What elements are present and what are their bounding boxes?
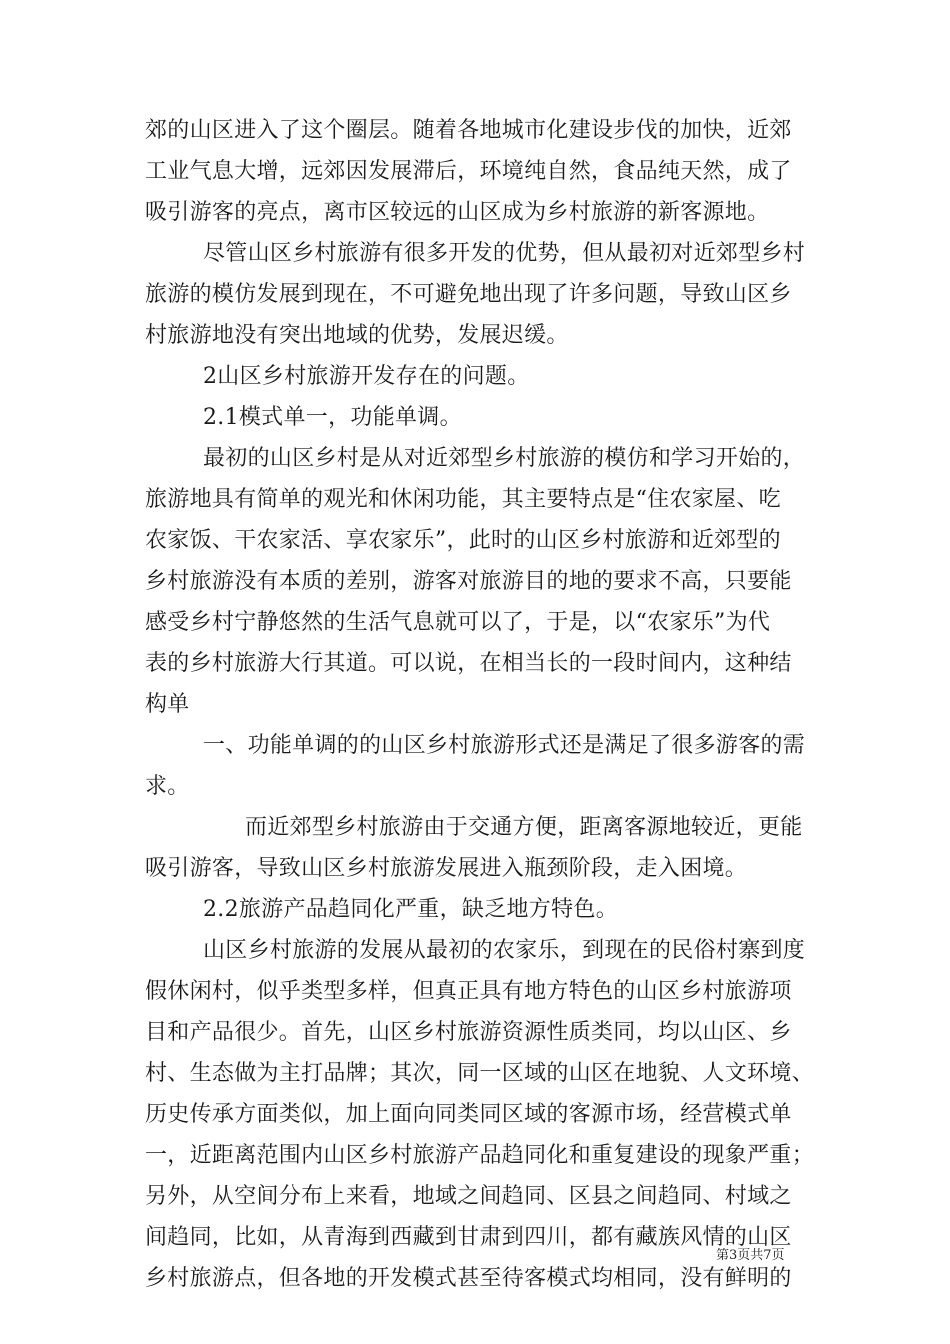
text-line: 旅游地具有简单的观光和休闲功能，其主要特点是“住农家屋、吃 [145,487,781,512]
text-line: 而近郊型乡村旅游由于交通方便，距离客源地较近，更能 [245,815,803,840]
page-footer [716,1244,785,1263]
text-line: 感受乡村宁静悠然的生活气息就可以了，于是，以“农家乐”为代 [145,610,771,635]
text-line: 2山区乡村旅游开发存在的问题。 [203,364,530,389]
text-line: 山区乡村旅游的发展从最初的农家乐，到现在的民俗村寨到度 [203,938,806,963]
text-line: 假休闲村，似乎类型多样，但真正具有地方特色的山区乡村旅游项 [145,979,792,1004]
text-line: 一，近距离范围内山区乡村旅游产品趋同化和重复建设的现象严重； [145,1143,815,1168]
text-line: 村、生态做为主打品牌；其次，同一区域的山区在地貌、人文环境、 [145,1061,815,1086]
text-line: 最初的山区乡村是从对近郊型乡村旅游的模仿和学习开始的， [203,446,806,471]
text-line: 农家饭、干农家活、享农家乐”，此时的山区乡村旅游和近郊型的 [145,528,781,553]
text-line: 另外，从空间分布上来看，地域之间趋同、区县之间趋同、村域之 [145,1184,792,1209]
text-line: 2.1模式单一，功能单调。 [203,405,462,430]
text-line: 历史传承方面类似，加上面向同类同区域的客源市场，经营模式单 [145,1102,792,1127]
text-line: 工业气息大增，远郊因发展滞后，环境纯自然，食品纯天然，成了 [145,159,792,184]
page-number: 第3页共7页 [716,1248,785,1263]
text-line: 求。 [145,774,190,799]
text-line: 2.2旅游产品趋同化严重，缺乏地方特色。 [203,897,618,922]
text-line: 目和产品很少。首先，山区乡村旅游资源性质类同，均以山区、乡 [145,1020,792,1045]
text-line: 乡村旅游没有本质的差别，游客对旅游目的地的要求不高，只要能 [145,569,792,594]
text-line: 吸引游客的亮点，离市区较远的山区成为乡村旅游的新客源地。 [145,200,770,225]
text-line: 吸引游客，导致山区乡村旅游发展进入瓶颈阶段，走入困境。 [145,856,748,881]
document-body [145,110,815,1299]
text-line: 旅游的模仿发展到现在，不可避免地出现了许多问题，导致山区乡 [145,282,792,307]
text-line: 构单 [145,692,190,717]
text-line: 表的乡村旅游大行其道。可以说，在相当长的一段时间内，这种结 [145,651,792,676]
text-line: 乡村旅游点，但各地的开发模式甚至待客模式均相同，没有鲜明的 [145,1266,792,1291]
text-line: 间趋同，比如，从青海到西藏到甘肃到四川，都有藏族风情的山区 [145,1225,792,1250]
text-line: 尽管山区乡村旅游有很多开发的优势，但从最初对近郊型乡村 [203,241,806,266]
text-line: 郊的山区进入了这个圈层。随着各地城市化建设步伐的加快，近郊 [145,118,792,143]
text-line: 村旅游地没有突出地域的优势，发展迟缓。 [145,323,569,348]
text-line: 一、功能单调的的山区乡村旅游形式还是满足了很多游客的需 [203,733,806,758]
